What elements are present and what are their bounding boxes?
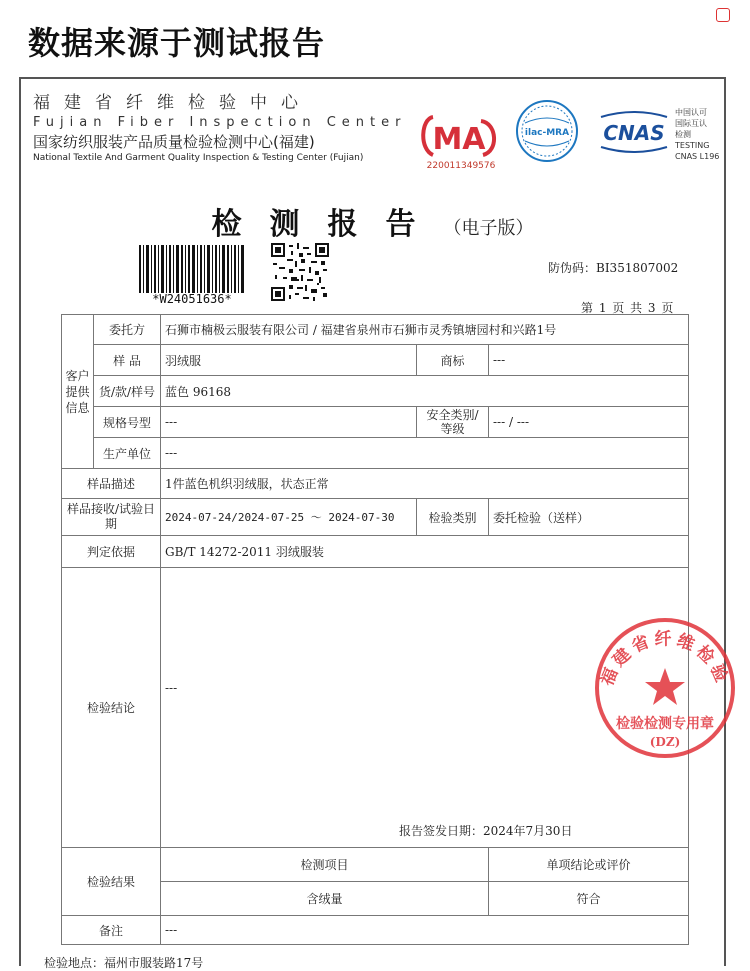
cma-logo-icon bbox=[419, 109, 501, 169]
conclusion-value: --- bbox=[165, 681, 178, 695]
inspect-type-label: 检验类别 bbox=[417, 499, 489, 536]
center-name-cn: 国家纺织服装产品质量检验检测中心(福建) bbox=[33, 133, 315, 151]
issue-date: 报告签发日期：2024年7月30日 bbox=[399, 824, 573, 838]
barcode-text: *W24051636* bbox=[152, 292, 232, 306]
table-row bbox=[62, 536, 689, 568]
brand-label: 商标 bbox=[417, 345, 489, 376]
barcode-icon bbox=[139, 245, 245, 293]
svg-text:MA: MA bbox=[432, 122, 486, 157]
basis-label: 判定依据 bbox=[62, 536, 161, 568]
report-title-sub: （电子版） bbox=[443, 218, 534, 239]
report-title-main: 检测报告 bbox=[211, 207, 444, 242]
table-row bbox=[62, 916, 689, 945]
cnas-line: TESTING bbox=[675, 141, 710, 150]
item-value: 蓝色 96168 bbox=[161, 376, 689, 407]
cma-number: 220011349576 bbox=[426, 161, 496, 171]
report-sheet bbox=[19, 77, 726, 966]
inspect-type-value: 委托检验（送样） bbox=[489, 499, 689, 536]
producer-value: --- bbox=[161, 438, 689, 469]
page-heading: 数据来源于测试报告 bbox=[28, 24, 326, 62]
table-row bbox=[62, 848, 689, 882]
safety-label: 安全类别/等级 bbox=[417, 407, 489, 438]
table-row bbox=[62, 407, 689, 438]
anti-fake-code: 防伪码：BI351807002 bbox=[548, 261, 679, 275]
corner-mark-icon bbox=[716, 8, 730, 22]
sample-value: 羽绒服 bbox=[161, 345, 417, 376]
dates-value: 2024-07-24/2024-07-25 ～ 2024-07-30 bbox=[161, 499, 417, 536]
table-row bbox=[62, 345, 689, 376]
svg-text:ilac-MRA: ilac-MRA bbox=[524, 128, 570, 138]
official-seal-icon bbox=[590, 610, 740, 760]
seal-code: (DZ) bbox=[649, 735, 681, 749]
safety-value: --- / --- bbox=[489, 407, 689, 438]
report-header bbox=[33, 93, 406, 164]
page-number: 第 1 页 共 3 页 bbox=[581, 301, 675, 315]
cnas-side-text bbox=[675, 107, 719, 162]
group-label: 客户提供信息 bbox=[62, 315, 94, 469]
seal-bottom-text: 检验检测专用章 bbox=[616, 716, 714, 732]
result-item: 含绒量 bbox=[161, 882, 489, 916]
table-row bbox=[62, 438, 689, 469]
cnas-line: 检测 bbox=[675, 130, 691, 139]
table-row bbox=[62, 315, 689, 345]
desc-value: 1件蓝色机织羽绒服，状态正常 bbox=[161, 469, 689, 499]
desc-label: 样品描述 bbox=[62, 469, 161, 499]
client-value: 石狮市楠极云服装有限公司 / 福建省泉州市石狮市灵秀镇塘园村和兴路1号 bbox=[161, 315, 689, 345]
item-label: 货/款/样号 bbox=[94, 376, 161, 407]
table-row bbox=[62, 376, 689, 407]
result-label: 检验结果 bbox=[62, 848, 161, 916]
spec-value: --- bbox=[161, 407, 417, 438]
result-verdict: 符合 bbox=[489, 882, 689, 916]
cnas-line: 中国认可 bbox=[675, 108, 707, 117]
org-name-cn: 福建省纤维检验中心 bbox=[33, 93, 312, 113]
table-row bbox=[62, 499, 689, 536]
report-title bbox=[21, 199, 724, 243]
seal-top-text: 福建省纤维检验 bbox=[597, 629, 733, 689]
producer-label: 生产单位 bbox=[94, 438, 161, 469]
remark-label: 备注 bbox=[62, 916, 161, 945]
svg-text:CNAS: CNAS bbox=[603, 121, 665, 145]
cnas-line: 国际互认 bbox=[675, 119, 707, 128]
ilac-mra-logo-icon bbox=[515, 99, 579, 163]
dates-label: 样品接收/试验日期 bbox=[62, 499, 161, 536]
org-name-en: Fujian Fiber Inspection Center bbox=[33, 115, 407, 130]
center-name-en: National Textile And Garment Quality Inspection & Testing Center (Fujian) bbox=[33, 153, 364, 163]
bottom-partial-text: 检验地点：福州市服装路17号 bbox=[44, 956, 204, 970]
brand-value: --- bbox=[489, 345, 689, 376]
result-header-verdict: 单项结论或评价 bbox=[489, 848, 689, 882]
sample-label: 样 品 bbox=[94, 345, 161, 376]
conclusion-label: 检验结论 bbox=[62, 568, 161, 848]
spec-label: 规格号型 bbox=[94, 407, 161, 438]
basis-value: GB/T 14272-2011 羽绒服装 bbox=[161, 536, 689, 568]
table-row bbox=[62, 469, 689, 499]
cnas-logo-icon bbox=[595, 109, 673, 155]
remark-value: --- bbox=[161, 916, 689, 945]
cnas-line: CNAS L196 bbox=[675, 152, 720, 161]
client-label: 委托方 bbox=[94, 315, 161, 345]
result-header-item: 检测项目 bbox=[161, 848, 489, 882]
qr-code-icon bbox=[271, 243, 329, 301]
